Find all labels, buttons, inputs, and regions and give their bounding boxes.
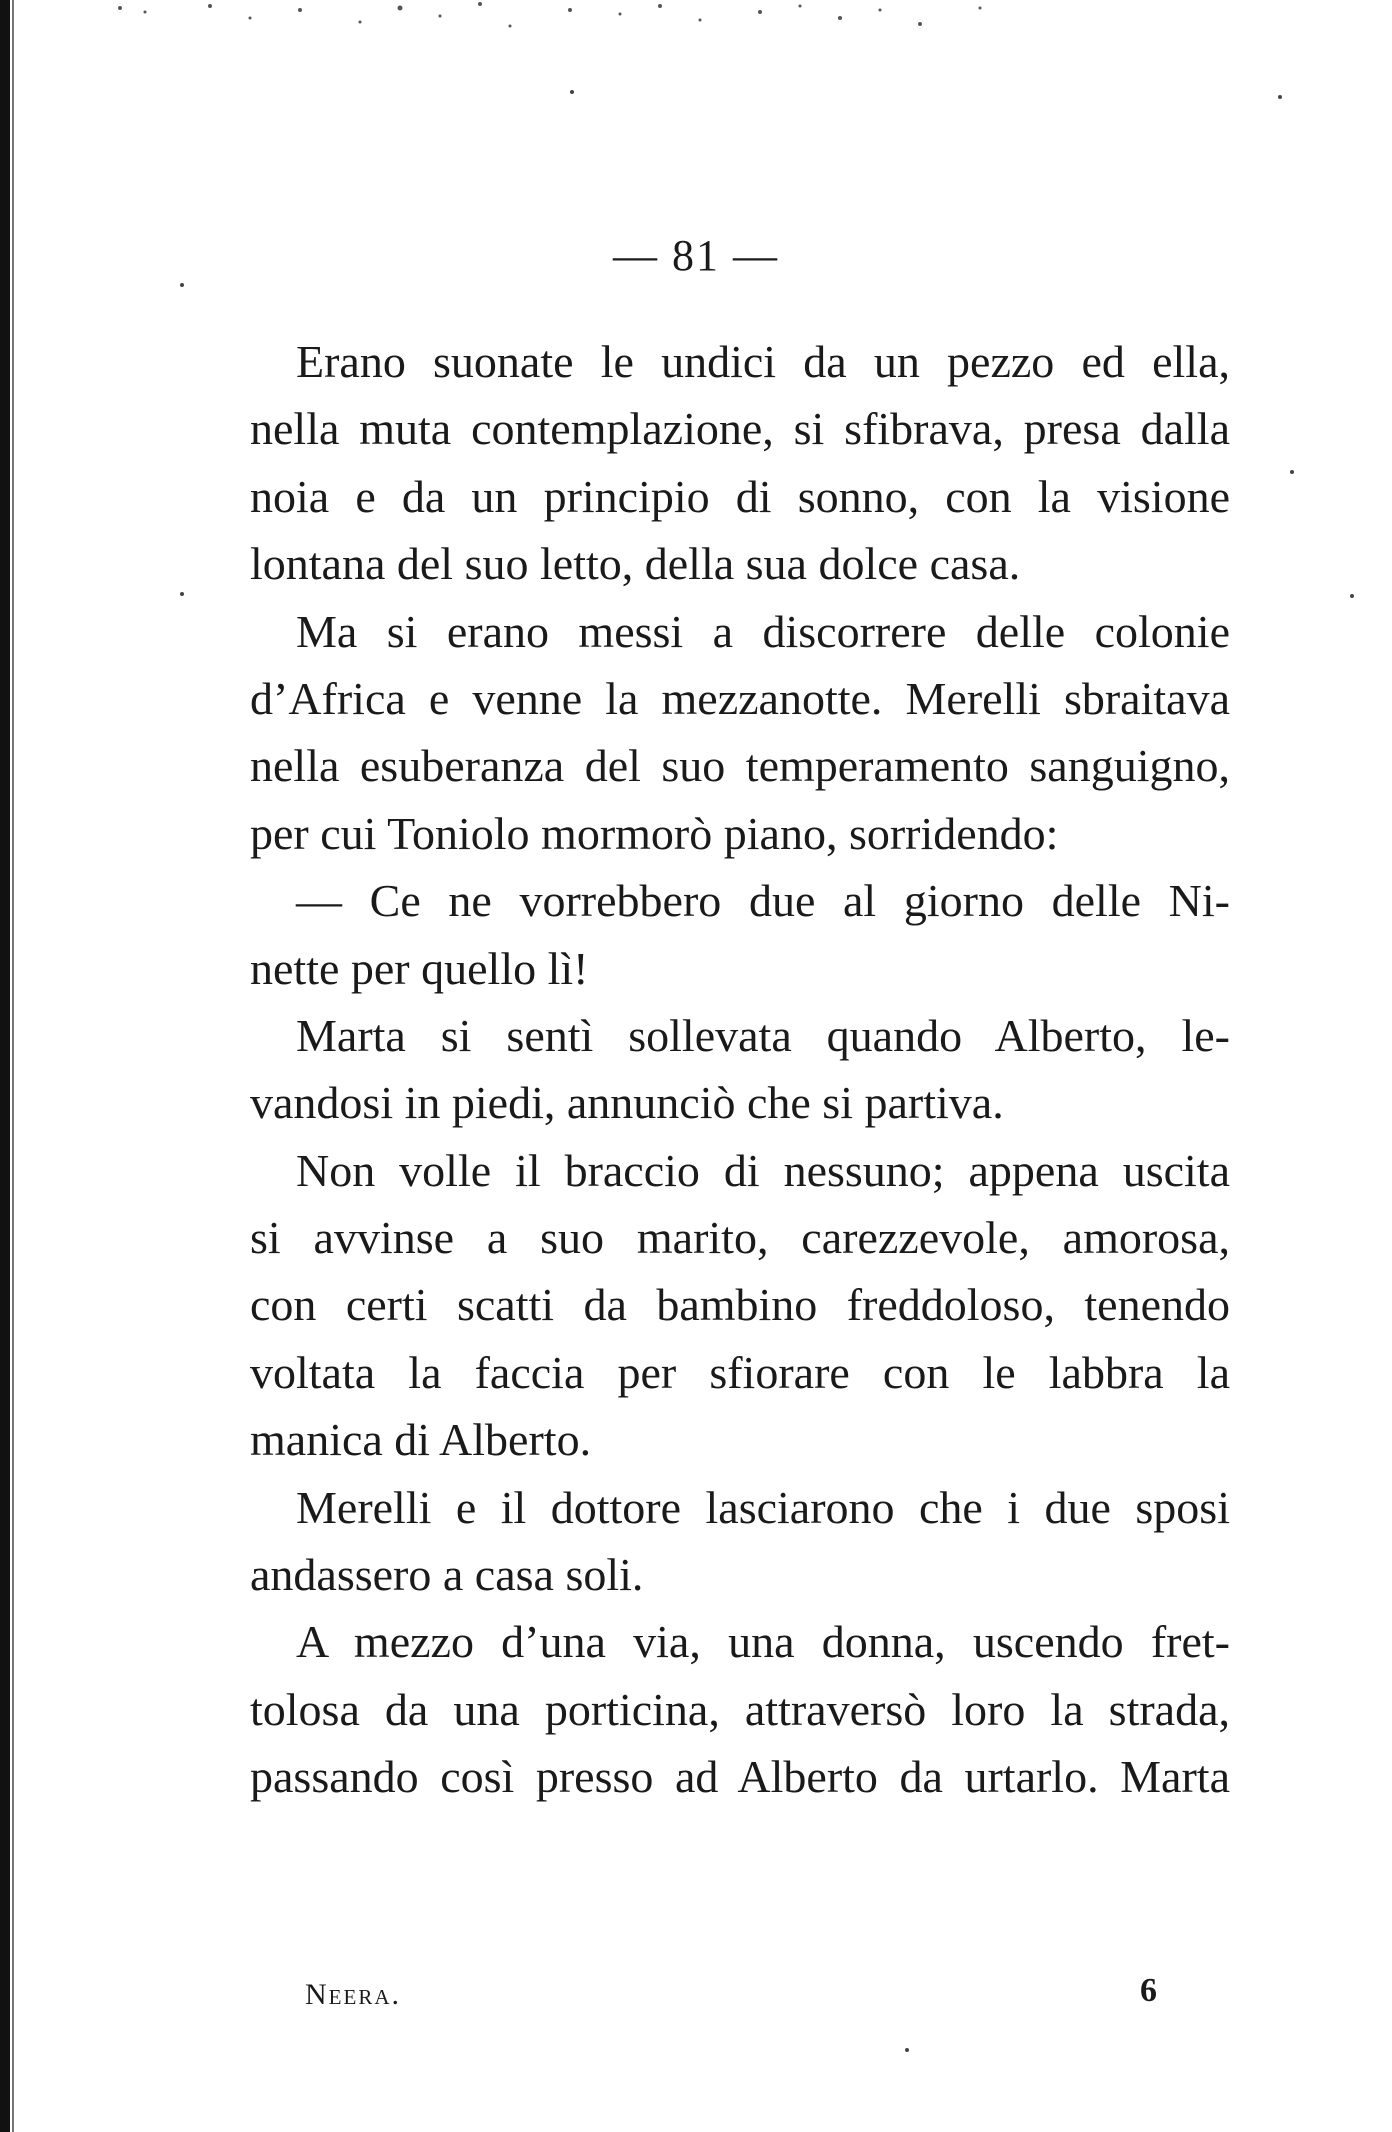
text-line: nella muta contemplazione, si sfibrava, presa dalla — [250, 403, 1230, 455]
text-line: lontana del suo letto, della sua dolce casa. — [250, 538, 1021, 590]
scan-speck — [180, 283, 184, 287]
scan-speck — [1350, 594, 1354, 598]
text-line: vandosi in piedi, annunciò che si partiva. — [250, 1077, 1004, 1129]
text-line: con certi scatti da bambino freddoloso, tenendo — [250, 1279, 1230, 1331]
scan-left-edge-line — [12, 0, 14, 2132]
scan-speck — [905, 2048, 909, 2052]
sheet-mark: 6 — [1140, 1972, 1157, 2009]
scan-speck — [570, 90, 574, 94]
text-line: d’Africa e venne la mezzanotte. Merelli sbraitava — [250, 672, 1230, 724]
text-line: A mezzo d’una via, una donna, uscendo fret- — [296, 1616, 1230, 1668]
text-line: per cui Toniolo mormorò piano, sorridendo: — [250, 807, 1059, 859]
page-number: — 81 — — [613, 231, 779, 280]
text-line: si avvinse a suo marito, carezzevole, amorosa, — [250, 1212, 1230, 1264]
text-line: Marta si sentì sollevata quando Alberto, le- — [296, 1009, 1230, 1061]
text-line: Ma si erano messi a discorrere delle colonie — [296, 605, 1230, 657]
scan-noise — [100, 0, 1020, 60]
text-line: passando così presso ad Alberto da urtarlo. Marta — [250, 1751, 1230, 1803]
text-line: tolosa da una porticina, attraversò loro la strada, — [250, 1683, 1230, 1735]
scan-left-edge — [0, 0, 10, 2132]
body-text — [250, 328, 1230, 1811]
text-line: nella esuberanza del suo temperamento sanguigno, — [250, 740, 1230, 792]
text-line: noia e da un principio di sonno, con la visione — [250, 470, 1230, 522]
scan-speck — [1290, 470, 1294, 474]
signature-mark: Neera. — [305, 1978, 401, 2011]
text-line: voltata la faccia per sfiorare con le labbra la — [250, 1346, 1230, 1398]
text-line: Non volle il braccio di nessuno; appena uscita — [296, 1144, 1230, 1196]
scan-speck — [180, 592, 184, 596]
text-line: nette per quello lì! — [250, 942, 589, 994]
text-line: — Ce ne vorrebbero due al giorno delle Ni- — [296, 875, 1230, 927]
scan-speck — [1278, 95, 1282, 99]
text-line: Merelli e il dottore lasciarono che i due sposi — [296, 1481, 1230, 1533]
text-line: Erano suonate le undici da un pezzo ed ella, — [296, 336, 1230, 387]
text-line: manica di Alberto. — [250, 1414, 592, 1466]
text-line: andassero a casa soli. — [250, 1549, 644, 1601]
